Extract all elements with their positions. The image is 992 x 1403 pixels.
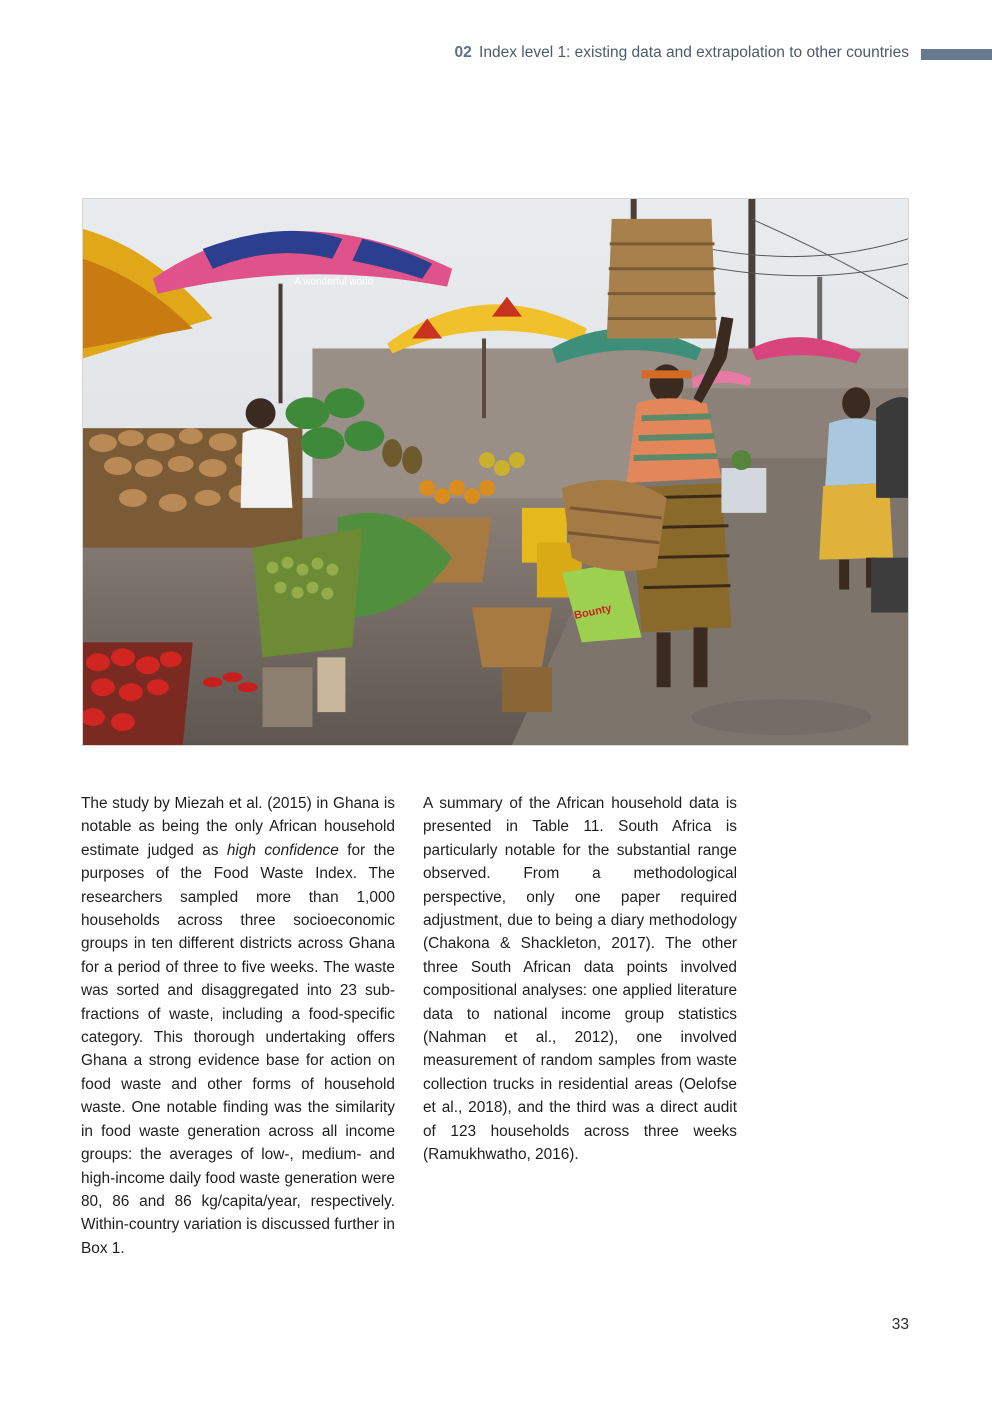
- section-title: Index level 1: existing data and extrapolation to other countries: [479, 44, 909, 61]
- running-header: [454, 44, 909, 62]
- header-accent-bar: [921, 49, 992, 60]
- section-number: 02: [454, 44, 472, 61]
- paragraph-part: for the purposes of the Food Waste Index. The researchers sampled more than 1,000 households across three socioeconomic groups in ten different districts across Ghana for a period of three to five weeks. The waste was sorted and disaggregated into 23 sub-fractions of waste, including a food-specific category. This thorough undertaking offers Ghana a strong evidence base for action on food waste and other forms of household waste. One notable finding was the similarity in food waste generation across all income groups: the averages of low-, medium- and high-income daily food waste generation were 80, 86 and 86 kg/capita/year, respectively. Within-country variation is discussed further in Box 1.: [81, 841, 395, 1257]
- page-number: 33: [891, 1316, 909, 1333]
- paragraph-text: A summary of the African household data is presented in Table 11. South Africa is particularly notable for the substantial range observed. From a methodological perspective, only one paper required adjustment, due to being a diary methodology (Chakona & Shackleton, 2017). The other three South African data points involved compositional analyses: one applied literature data to national income group statistics (Nahman et al., 2012), one involved measurement of random samples from waste collection trucks in residential areas (Oelofse et al., 2018), and the third was a direct audit of 123 households across three weeks (Ramukhwatho, 2016).: [423, 795, 737, 1164]
- market-photo: [82, 198, 909, 746]
- text-column-right: [423, 792, 737, 1167]
- market-scene-illustration: [83, 199, 908, 745]
- umbrella-lettering: A wonderful world: [294, 276, 374, 288]
- bag-lettering: Bounty: [573, 602, 613, 622]
- emphasis-text: high confidence: [226, 841, 339, 859]
- text-column-left: [81, 792, 395, 1260]
- paragraph-part: The study by Miezah et al. (2015) in Ghana is notable as being the only African household estimate judged as: [81, 795, 395, 859]
